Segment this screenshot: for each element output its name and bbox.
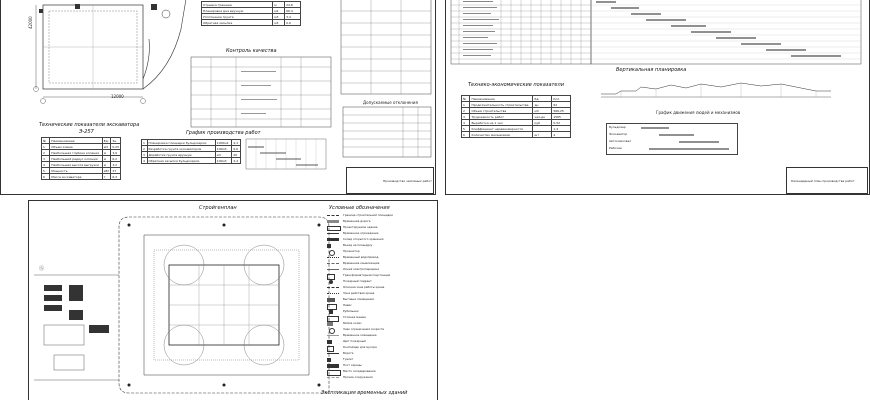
legend-item: Мойка колес xyxy=(327,321,432,327)
table-row: 1 Продолжительность строительства дн 62 xyxy=(462,102,571,108)
table-row: Обратная засыпка м3 0,9 xyxy=(202,20,301,26)
title-block-text: Производство земляных работ xyxy=(383,179,432,183)
tolerances-table xyxy=(343,107,431,157)
svg-text:Ⓢ: Ⓢ xyxy=(39,266,45,272)
legend-item: Место складирования xyxy=(327,369,432,375)
legend-title: Условные обозначения xyxy=(329,205,390,211)
explication-title: Экспликация временных зданий xyxy=(321,390,408,396)
table-row: 2 Разработка грунта экскаватором 100м3 9,6 xyxy=(142,146,241,152)
table-row: 5 Мощность кВт 37 xyxy=(42,168,121,174)
calendar-plan-table xyxy=(451,0,591,64)
site-plan-drawing xyxy=(34,215,334,401)
profile-drawing xyxy=(601,79,831,99)
legend-item: Временный водопровод xyxy=(327,255,432,261)
table-row: 6 Количество механизмов шт 4 xyxy=(462,132,571,138)
legend-item: Знак ограничения скорости xyxy=(327,327,432,333)
dimension-bottom: 12000 xyxy=(111,94,124,99)
legend-item: Склад открытого хранения xyxy=(327,237,432,243)
right-spec-table xyxy=(341,0,431,94)
table-row: 1 Планировка площадки бульдозером 1000м2 4,3 xyxy=(142,140,241,146)
table-row: Уплотнение грунта м3 3,4 xyxy=(202,14,301,20)
legend-item: Туалет xyxy=(327,357,432,363)
legend-item: Граница строительной площадки xyxy=(327,213,432,219)
legend-item: Временное освещение xyxy=(327,333,432,339)
legend-item: Рабочие xyxy=(609,146,622,150)
legend-item: Пост охраны xyxy=(327,363,432,369)
table-row: Планировка дна вручную м2 66,4 xyxy=(202,8,301,14)
tech-econ-table: № Наименование Ед. Кол. 1 Продолжительность строительства дн 62 2 Объем строительства м3 566,25 3 Трудоемкость работ чел-дн 1565 4 Выработка на 1 чел руб 0,52 5 Коэффициент неравномерности 1,4 6 Количество механизмов шт 4 xyxy=(461,95,571,138)
legend-item: Бульдозер xyxy=(609,125,626,129)
calendar-gantt xyxy=(591,0,861,64)
table-row: 1 Объем ковша м3 0,25 xyxy=(43,144,119,149)
legend-item: Временная канализация xyxy=(327,261,432,267)
title-block xyxy=(346,167,434,194)
dimension-left: 42000 xyxy=(28,16,33,29)
title-block-text: Календарный план производства работ xyxy=(791,179,855,183)
legend-item: Стоянка машин xyxy=(327,315,432,321)
legend-item: Автосамосвал xyxy=(609,139,632,143)
movement-legend xyxy=(606,123,738,155)
legend-item: Въезд на площадку xyxy=(327,243,432,249)
stroygenplan-title: Стройгенплан xyxy=(199,205,237,211)
table-row: 6 Масса экскаватора т 6,3 xyxy=(42,174,121,180)
legend-item: Временная дорога xyxy=(327,219,432,225)
excavator-model-label: Э-257 xyxy=(79,129,94,135)
tolerances-title: Допускаемые отклонения xyxy=(363,100,418,105)
legend-item: Прожектор xyxy=(327,249,432,255)
sheet-calendar-plan xyxy=(445,0,870,195)
table-row: Отрывка траншеи м 24,8 xyxy=(202,2,301,8)
table-row: 4 Обратная засыпка бульдозером 100м3 3,4 xyxy=(142,158,241,164)
schedule-table xyxy=(141,139,241,164)
tech-params-title: Технические показатели экскаватора xyxy=(39,122,140,128)
legend-item: Навес xyxy=(327,303,432,309)
legend-item: Пожарный гидрант xyxy=(327,279,432,285)
legend-item: Временное ограждение xyxy=(327,231,432,237)
legend-item: Рубильник xyxy=(327,309,432,315)
legend-item: Линия электропередачи xyxy=(327,267,432,273)
quality-control-title: Контроль качества xyxy=(226,48,277,54)
legend-item: Трансформаторная подстанция xyxy=(327,273,432,279)
vertical-planning-title: Вертикальная планировка xyxy=(616,67,687,73)
table-row: 2 Объем строительства м3 566,25 xyxy=(462,108,571,114)
legend-list xyxy=(327,213,432,381)
legend-item: Прочие сооружения xyxy=(327,375,432,381)
movement-chart-title: График движения людей и механизмов xyxy=(656,110,741,115)
schedule-gantt xyxy=(246,139,326,169)
legend-item: Зона действия крана xyxy=(327,291,432,297)
legend-item: Контейнер для мусора xyxy=(327,345,432,351)
table-row: 2 Наибольшая глубина копания м 3,9 xyxy=(42,150,121,156)
table-row: 3 Трудоемкость работ чел-дн 1565 xyxy=(462,114,571,120)
title-block xyxy=(786,167,868,194)
tech-econ-title: Технико-экономические показатели xyxy=(468,82,564,88)
quality-control-table xyxy=(191,57,331,127)
tech-params-table: № Наименование Ед. Зн. 1 Объем ковша м3 0,25 2 Наибольшая глубина копания м 3,9 3 Наибольший радиус копания м 6,2 4 Наибольшая высота выгрузки м 3,2 5 Мощность кВт 37 6 Масса экскаватора т 6,3 xyxy=(43,138,119,179)
legend-item: Проектируемое здание xyxy=(327,225,432,231)
schedule-title: График производства работ xyxy=(186,130,261,136)
movement-bars xyxy=(639,124,734,154)
legend-item: Опасная зона работы крана xyxy=(327,285,432,291)
table-row: 3 Наибольший радиус копания м 6,2 xyxy=(42,156,121,162)
table-row: 4 Наибольшая высота выгрузки м 3,2 xyxy=(42,162,121,168)
table-row: 3 Доработка грунта вручную м3 26 xyxy=(142,152,241,158)
legend-item: Экскаватор xyxy=(609,132,628,136)
sheet-stroygenplan xyxy=(28,200,438,400)
table-row: 5 Коэффициент неравномерности 1,4 xyxy=(462,126,571,132)
legend-item: Ворота xyxy=(327,351,432,357)
sheet-earthworks xyxy=(0,0,436,195)
works-volume-table xyxy=(201,1,301,26)
legend-item: Бытовые помещения xyxy=(327,297,432,303)
table-row: 4 Выработка на 1 чел руб 0,52 xyxy=(462,120,571,126)
legend-item: Щит пожарный xyxy=(327,339,432,345)
